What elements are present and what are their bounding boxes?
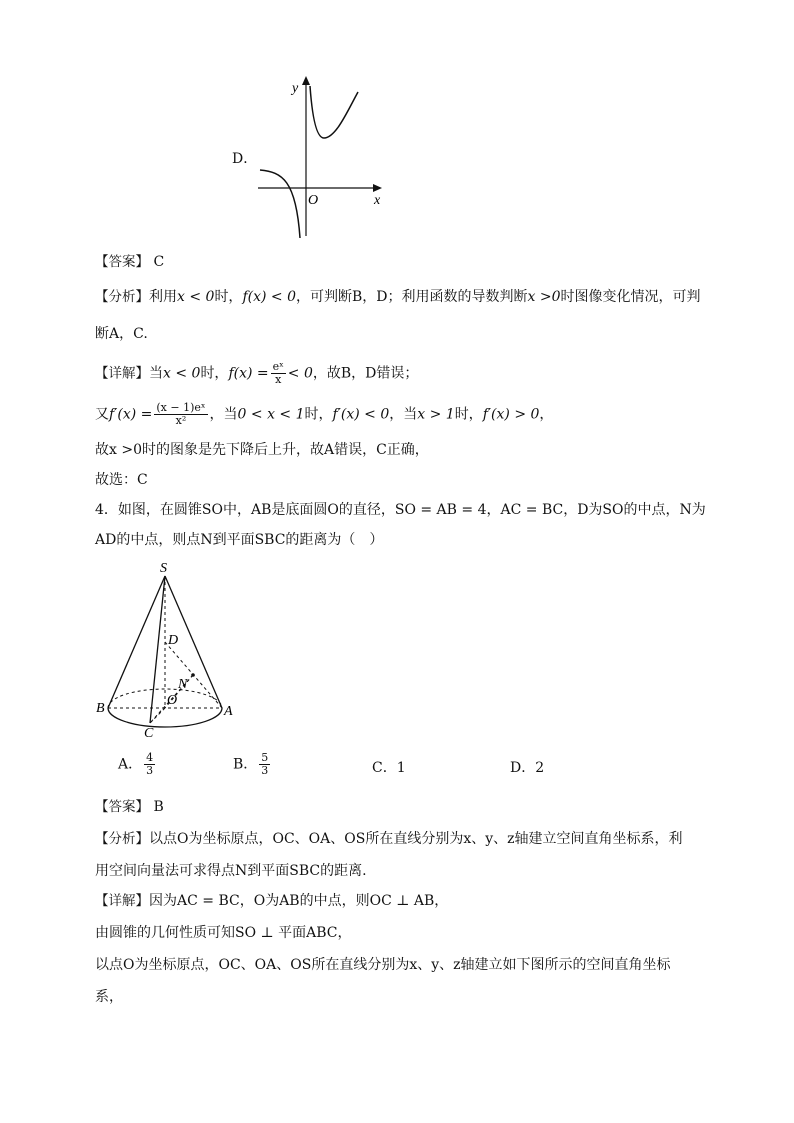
detail-text: ， — [539, 406, 554, 423]
detail-text: ，当 — [389, 406, 418, 423]
math-expression: f′(x) = — [109, 406, 153, 423]
detail-text: 以点O为坐标原点，OC、OA、OS所在直线分别为x、y、z轴建立如下图所示的空间直角坐标 — [95, 957, 671, 973]
answer-value: C — [153, 254, 165, 270]
math-expression: f′(x) < 0 — [332, 406, 390, 423]
graph-d-origin-label: O — [308, 193, 319, 208]
analysis-text: 利用 — [149, 289, 177, 305]
detail-text: 时， — [200, 365, 229, 382]
option-c[interactable]: C．1 — [372, 760, 406, 776]
math-expression: f′(x) > 0 — [482, 406, 540, 423]
detail-text: ，当 — [209, 406, 238, 423]
option-d-graph — [252, 74, 412, 244]
detail-text: 故选：C — [95, 472, 148, 488]
fraction: $\frac{\text{eˣ}}{x}$ — [272, 360, 284, 386]
point-o-label: O — [167, 693, 178, 708]
fraction: $\frac{\text{(x − 1)eˣ}}{\text{x²}}$ — [156, 401, 206, 427]
analysis-text: 时， — [214, 289, 243, 305]
detail-text: 又 — [95, 406, 109, 423]
point-n-label: N — [178, 677, 188, 692]
cone-figure — [92, 560, 242, 740]
detail-text: 由圆锥的几何性质可知SO ⊥ 平面ABC， — [95, 925, 352, 941]
math-expression: f(x) < 0 — [242, 289, 296, 305]
point-d-label: D — [168, 633, 179, 648]
fraction: $\frac{4}{3}$ — [146, 751, 154, 777]
detail-text: 系， — [95, 989, 123, 1005]
fraction: $\frac{5}{3}$ — [261, 751, 269, 777]
math-expression: x < 0 — [163, 365, 201, 382]
option-d[interactable]: D．2 — [510, 760, 545, 776]
answer-value: B — [153, 799, 164, 815]
analysis-text: 断A，C. — [95, 326, 148, 342]
point-s-label: S — [160, 561, 167, 576]
analysis-text: 以点O为坐标原点，OC、OA、OS所在直线分别为x、y、z轴建立空间直角坐标系，利 — [149, 831, 683, 847]
graph-d-y-label: y — [292, 81, 299, 96]
option-d-label: D． — [232, 151, 258, 167]
analysis-text: 用空间向量法可求得点N到平面SBC的距离. — [95, 863, 367, 879]
option-b[interactable]: B． $\frac{5}{3}$ — [233, 751, 269, 777]
detail-tag: 【详解】 — [95, 365, 149, 382]
question-stem: 4．如图，在圆锥SO中，AB是底面圆O的直径，SO = AB = 4，AC = BC，D为SO的中点，N为 — [95, 502, 706, 518]
math-expression: f(x) = — [228, 365, 269, 382]
analysis-text: ，可判断B，D；利用函数的导数判断 — [295, 289, 528, 305]
math-expression: x < 0 — [177, 289, 215, 305]
math-expression: < 0 — [287, 365, 313, 382]
point-a-label: A — [224, 704, 233, 719]
detail-text: 时， — [304, 406, 333, 423]
point-c-label: C — [144, 726, 154, 740]
detail-tag: 【详解】 — [95, 893, 149, 909]
answer-tag: 【答案】 — [95, 254, 149, 270]
detail-text: 时， — [454, 406, 483, 423]
detail-text: 因为AC = BC，O为AB的中点，则OC ⊥ AB， — [149, 893, 449, 909]
math-expression: x >0 — [527, 289, 561, 305]
detail-text: ，故B，D错误； — [312, 365, 419, 382]
option-a[interactable]: A． $\frac{4}{3}$ — [118, 751, 154, 777]
analysis-text: 时图像变化情况，可判 — [560, 289, 701, 305]
math-expression: 0 < x < 1 — [237, 406, 305, 423]
graph-d-x-label: x — [374, 193, 381, 208]
detail-text: 故x >0时的图象是先下降后上升，故A错误，C正确， — [95, 442, 429, 458]
point-b-label: B — [96, 701, 105, 716]
answer-tag: 【答案】 — [95, 799, 149, 815]
analysis-tag: 【分析】 — [95, 831, 149, 847]
analysis-tag: 【分析】 — [95, 289, 149, 305]
detail-text: 当 — [149, 365, 163, 382]
question-stem: AD的中点，则点N到平面SBC的距离为（ ） — [95, 532, 384, 548]
math-expression: x > 1 — [417, 406, 455, 423]
